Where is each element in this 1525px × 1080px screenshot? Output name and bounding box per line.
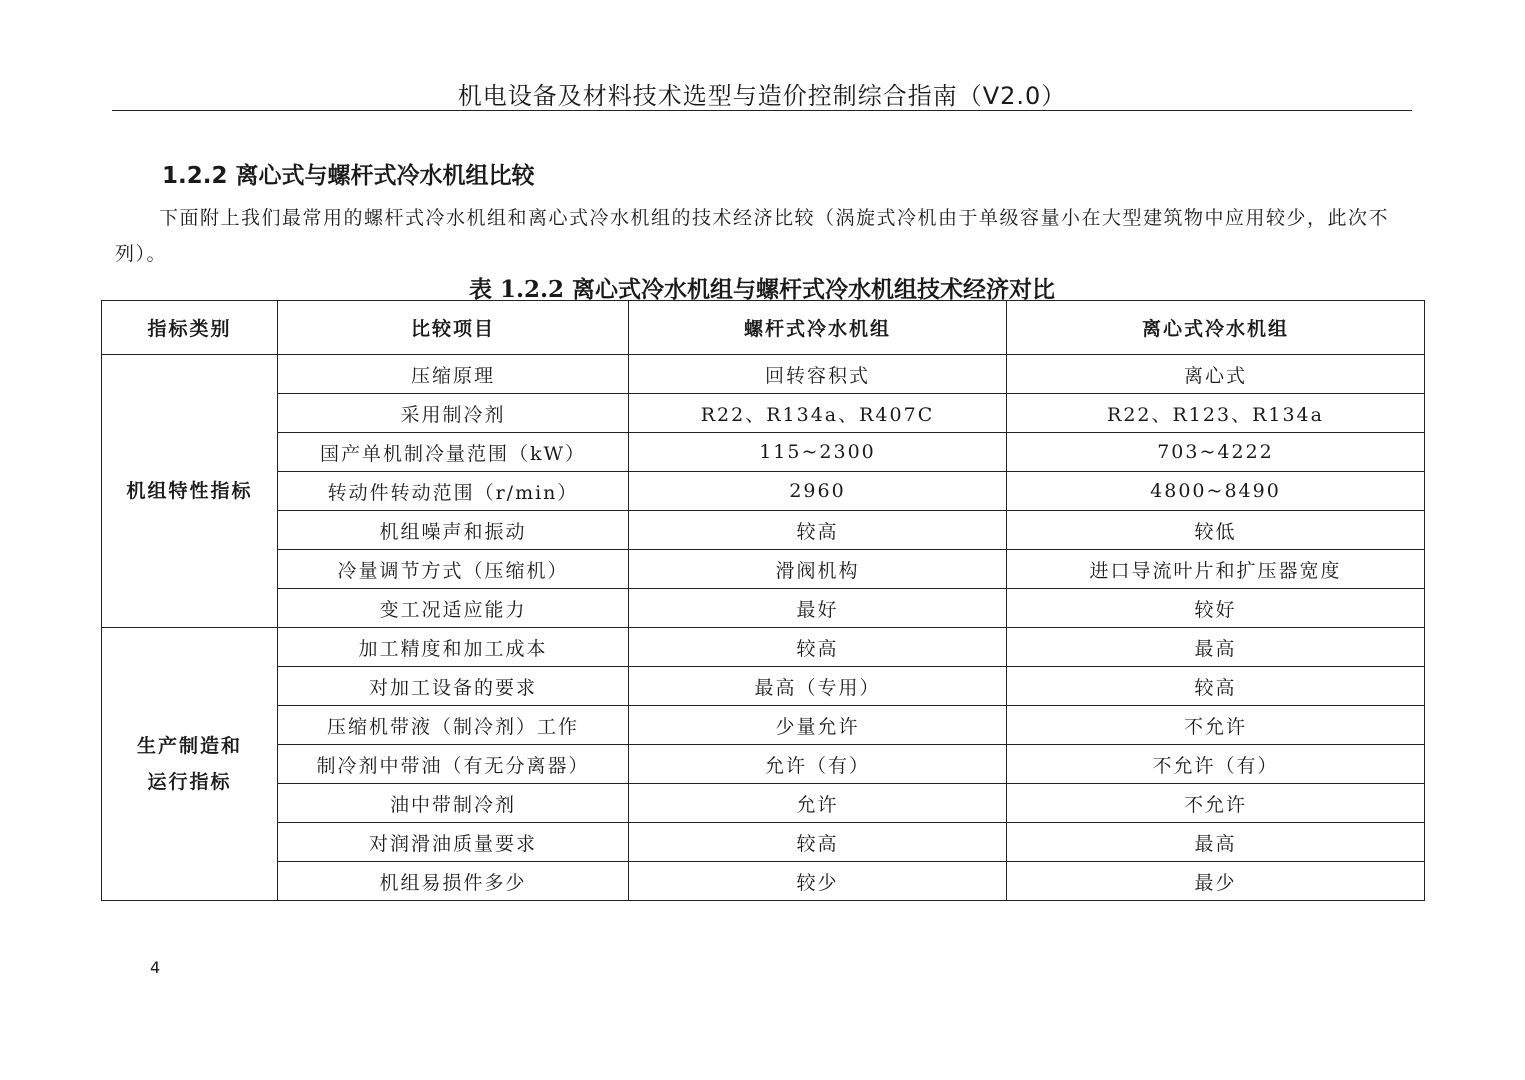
cell-centrifugal: 不允许（有）: [1007, 745, 1425, 784]
table-row: [102, 706, 1425, 745]
cell-screw: 回转容积式: [629, 355, 1007, 394]
cell-screw: 较高: [629, 628, 1007, 667]
cell-item: 机组易损件多少: [278, 862, 629, 901]
cell-screw: 允许: [629, 784, 1007, 823]
table-header-row: [102, 301, 1425, 355]
header-rule: [112, 110, 1412, 111]
cell-item: 加工精度和加工成本: [278, 628, 629, 667]
category-unit-characteristics: 机组特性指标: [102, 355, 278, 628]
cell-centrifugal: 不允许: [1007, 706, 1425, 745]
category-line: 生产制造和: [136, 735, 242, 757]
table-row: [102, 784, 1425, 823]
table-caption: 表 1.2.2 离心式冷水机组与螺杆式冷水机组技术经济对比: [468, 276, 1056, 303]
cell-item: 变工况适应能力: [278, 589, 629, 628]
cell-centrifugal: R22、R123、R134a: [1007, 394, 1425, 433]
cell-screw: 滑阀机构: [629, 550, 1007, 589]
table-row: [102, 472, 1425, 511]
table-row: [102, 589, 1425, 628]
cell-item: 冷量调节方式（压缩机）: [278, 550, 629, 589]
header-centrifugal: 离心式冷水机组: [1007, 301, 1425, 355]
cell-screw: 最高（专用）: [629, 667, 1007, 706]
table-row: [102, 511, 1425, 550]
cell-screw: 少量允许: [629, 706, 1007, 745]
cell-item: 压缩机带液（制冷剂）工作: [278, 706, 629, 745]
header-item: 比较项目: [278, 301, 629, 355]
table-row: [102, 862, 1425, 901]
cell-item: 油中带制冷剂: [278, 784, 629, 823]
table-row: [102, 394, 1425, 433]
cell-item: 采用制冷剂: [278, 394, 629, 433]
running-header: 机电设备及材料技术选型与造价控制综合指南（V2.0）: [457, 82, 1067, 110]
cell-item: 压缩原理: [278, 355, 629, 394]
cell-item: 制冷剂中带油（有无分离器）: [278, 745, 629, 784]
cell-screw: R22、R134a、R407C: [629, 394, 1007, 433]
cell-screw: 最好: [629, 589, 1007, 628]
cell-screw: 允许（有）: [629, 745, 1007, 784]
page-number: 4: [150, 958, 161, 977]
header-screw: 螺杆式冷水机组: [629, 301, 1007, 355]
category-line: 运行指标: [147, 771, 232, 793]
cell-centrifugal: 较好: [1007, 589, 1425, 628]
cell-centrifugal: 较高: [1007, 667, 1425, 706]
table-row: [102, 355, 1425, 394]
cell-centrifugal: 不允许: [1007, 784, 1425, 823]
cell-centrifugal: 最少: [1007, 862, 1425, 901]
cell-centrifugal: 进口导流叶片和扩压器宽度: [1007, 550, 1425, 589]
cell-centrifugal: 4800~8490: [1007, 472, 1425, 511]
table-row: [102, 628, 1425, 667]
table-row: [102, 745, 1425, 784]
cell-item: 国产单机制冷量范围（kW）: [278, 433, 629, 472]
section-heading: 1.2.2 离心式与螺杆式冷水机组比较: [162, 163, 535, 189]
cell-screw: 115~2300: [629, 433, 1007, 472]
table-row: [102, 433, 1425, 472]
cell-centrifugal: 703~4222: [1007, 433, 1425, 472]
cell-centrifugal: 离心式: [1007, 355, 1425, 394]
intro-paragraph: 下面附上我们最常用的螺杆式冷水机组和离心式冷水机组的技术经济比较（涡旋式冷机由于单级容量小在大型建筑物中应用较少，此次不列）。: [115, 207, 1390, 265]
cell-screw: 较少: [629, 862, 1007, 901]
cell-screw: 较高: [629, 511, 1007, 550]
cell-screw: 2960: [629, 472, 1007, 511]
cell-item: 机组噪声和振动: [278, 511, 629, 550]
cell-item: 对润滑油质量要求: [278, 823, 629, 862]
table-row: [102, 550, 1425, 589]
cell-screw: 较高: [629, 823, 1007, 862]
cell-centrifugal: 较低: [1007, 511, 1425, 550]
cell-centrifugal: 最高: [1007, 823, 1425, 862]
table-row: [102, 823, 1425, 862]
table-row: [102, 667, 1425, 706]
category-production-operation: [102, 628, 278, 901]
cell-centrifugal: 最高: [1007, 628, 1425, 667]
cell-item: 对加工设备的要求: [278, 667, 629, 706]
cell-item: 转动件转动范围（r/min）: [278, 472, 629, 511]
header-category: 指标类别: [102, 301, 278, 355]
comparison-table: [101, 300, 1425, 901]
